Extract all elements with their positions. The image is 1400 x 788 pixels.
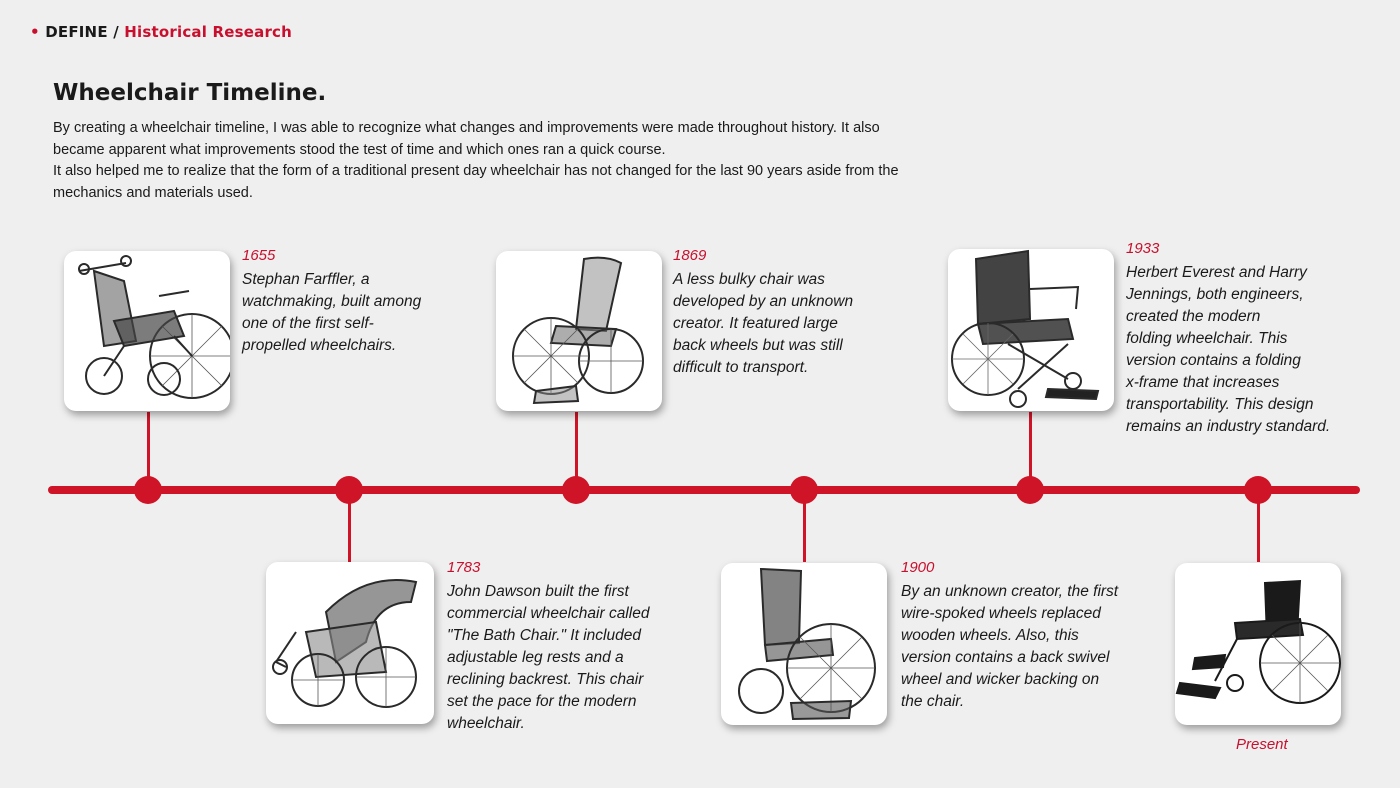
timeline-node-1869 — [562, 476, 590, 504]
timeline-stem-1933 — [1029, 412, 1032, 482]
description-1900: By an unknown creator, the first wire-spoked wheels replaced wooden wheels. Also, this version contains a back swivel wheel and wicker backing on the chair. — [901, 583, 1119, 710]
modern-wheelchair-image — [1175, 563, 1341, 725]
timeline-stem-1655 — [147, 412, 150, 482]
description-1869: A less bulky chair was developed by an unknown creator. It featured large back wheels but was still difficult to transport. — [673, 271, 854, 376]
intro-paragraph-2: It also helped me to realize that the form of a traditional present day wheelchair has not changed for the last 90 years aside from the mechanics and materials used. — [53, 163, 899, 201]
year-label-present: Present — [1236, 736, 1288, 753]
timeline-node-1900 — [790, 476, 818, 504]
card-1933 — [948, 249, 1114, 411]
card-1900 — [721, 563, 887, 725]
year-label-1933: 1933 — [1126, 240, 1160, 257]
timeline-line — [48, 486, 1360, 494]
year-label-1655: 1655 — [242, 247, 276, 264]
tricycle-wheelchair-image — [64, 251, 230, 411]
description-1933: Herbert Everest and Harry Jennings, both engineers, created the modern folding wheelchair. This version contains a folding x-frame that increases transportability. This design remains an industry standard. — [1126, 264, 1331, 435]
bath-chair-image — [266, 562, 434, 724]
card-1783 — [266, 562, 434, 724]
card-present — [1175, 563, 1341, 725]
wire-spoke-wheelchair-image — [721, 563, 887, 725]
page-title: Wheelchair Timeline. — [53, 80, 327, 106]
wooden-wheelchair-image — [496, 251, 662, 411]
description-1783: John Dawson built the first commercial wheelchair called "The Bath Chair." It included adjustable leg rests and a reclining backrest. This chair set the pace for the modern wheelchair. — [447, 583, 650, 732]
breadcrumb-subsection: Historical Research — [124, 23, 293, 41]
year-label-1900: 1900 — [901, 559, 935, 576]
year-label-1783: 1783 — [447, 559, 481, 576]
description-1655: Stephan Farffler, a watchmaking, built among one of the first self- propelled wheelchairs. — [242, 271, 422, 354]
intro-paragraph-1: By creating a wheelchair timeline, I was able to recognize what changes and improvements were made throughout history. It also became apparent what improvements stood the test of time and which ones ran a quick course. — [53, 120, 880, 158]
breadcrumb — [30, 23, 292, 41]
card-1655 — [64, 251, 230, 411]
timeline-node-1783 — [335, 476, 363, 504]
breadcrumb-section: DEFINE — [45, 23, 108, 41]
breadcrumb-separator: / — [107, 23, 125, 41]
timeline-stem-1869 — [575, 412, 578, 482]
intro-text — [53, 118, 933, 204]
folding-wheelchair-image — [948, 249, 1114, 411]
breadcrumb-bullet: • — [30, 23, 40, 41]
card-1869 — [496, 251, 662, 411]
timeline-node-1933 — [1016, 476, 1044, 504]
year-label-1869: 1869 — [673, 247, 707, 264]
timeline-node-1655 — [134, 476, 162, 504]
timeline-node-present — [1244, 476, 1272, 504]
